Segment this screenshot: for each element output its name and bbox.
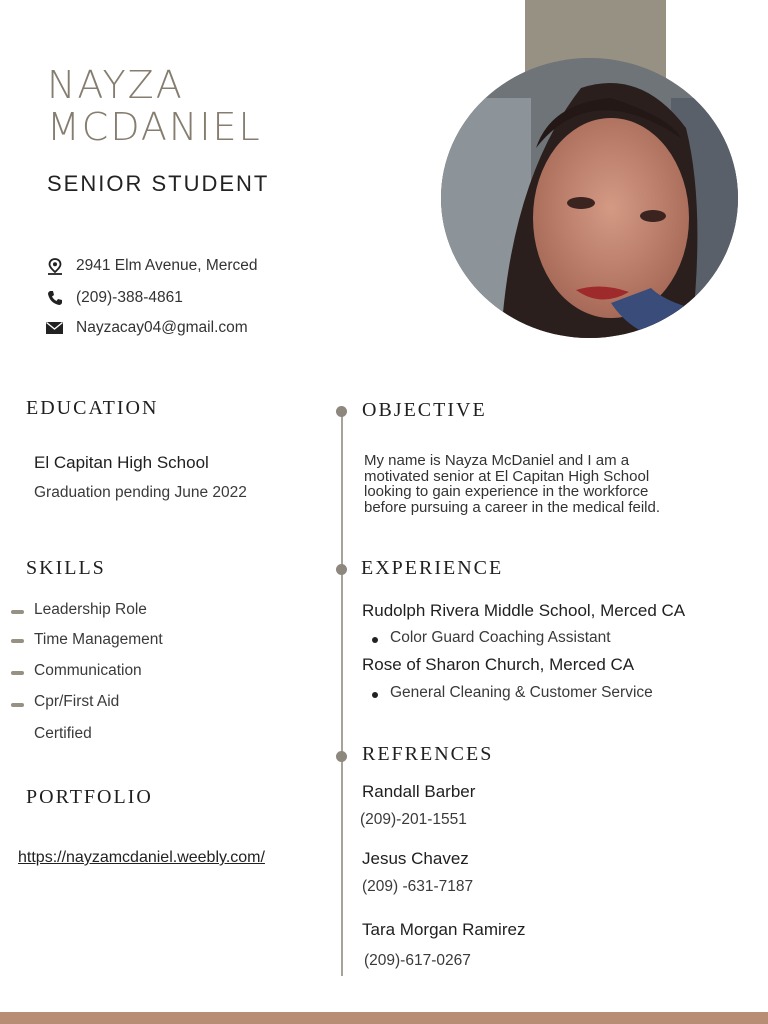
phone-icon bbox=[46, 290, 63, 307]
skill-item: Leadership Role bbox=[34, 601, 147, 618]
envelope-icon bbox=[46, 320, 63, 337]
person-role: SENIOR STUDENT bbox=[47, 171, 270, 196]
person-name bbox=[47, 64, 262, 148]
skill-bullet bbox=[11, 703, 24, 707]
experience-role: Color Guard Coaching Assistant bbox=[390, 629, 611, 646]
skill-item: Cpr/First Aid bbox=[34, 693, 120, 710]
portfolio-link[interactable]: https://nayzamcdaniel.weebly.com/ bbox=[18, 849, 265, 866]
objective-text bbox=[364, 453, 754, 515]
skills-heading: SKILLS bbox=[26, 557, 106, 579]
reference-phone: (209) -631-7187 bbox=[362, 878, 474, 895]
objective-line: looking to gain experience in the workforce bbox=[364, 483, 649, 501]
address-text: 2941 Elm Avenue, Merced bbox=[76, 257, 258, 274]
experience-bullet bbox=[372, 637, 378, 643]
phone-text: (209)-388-4861 bbox=[76, 289, 183, 306]
contact-email bbox=[46, 317, 248, 339]
skill-bullet bbox=[11, 639, 24, 643]
objective-line: before pursuing a career in the medical feild. bbox=[364, 498, 661, 516]
contact-address bbox=[46, 255, 258, 277]
timeline-dot-references bbox=[336, 751, 347, 762]
bottom-accent-bar bbox=[0, 1012, 768, 1024]
education-detail: Graduation pending June 2022 bbox=[34, 484, 247, 501]
education-heading: EDUCATION bbox=[26, 397, 159, 419]
skill-bullet bbox=[11, 610, 24, 614]
experience-heading: EXPERIENCE bbox=[361, 557, 504, 579]
portfolio-heading: PORTFOLIO bbox=[26, 786, 153, 808]
reference-name: Jesus Chavez bbox=[362, 849, 469, 868]
experience-bullet bbox=[372, 692, 378, 698]
profile-photo bbox=[441, 58, 738, 338]
email-text: Nayzacay04@gmail.com bbox=[76, 319, 248, 336]
skill-item: Communication bbox=[34, 662, 142, 679]
reference-phone: (209)-617-0267 bbox=[364, 952, 471, 969]
timeline-line bbox=[341, 410, 343, 976]
experience-place: Rudolph Rivera Middle School, Merced CA bbox=[362, 601, 686, 620]
timeline-dot-experience bbox=[336, 564, 347, 575]
skill-bullet bbox=[11, 671, 24, 675]
first-name: NAYZA bbox=[47, 63, 184, 107]
reference-phone: (209)-201-1551 bbox=[360, 811, 467, 828]
objective-heading: OBJECTIVE bbox=[362, 399, 487, 421]
location-pin-icon bbox=[46, 258, 63, 275]
timeline-dot-objective bbox=[336, 406, 347, 417]
skill-item-continuation: Certified bbox=[34, 725, 92, 742]
reference-name: Tara Morgan Ramirez bbox=[362, 920, 526, 939]
references-heading: REFRENCES bbox=[362, 743, 494, 765]
contact-phone bbox=[46, 287, 183, 309]
reference-name: Randall Barber bbox=[362, 782, 476, 801]
skill-item: Time Management bbox=[34, 631, 163, 648]
objective-line: motivated senior at El Capitan High School bbox=[364, 467, 650, 485]
education-school: El Capitan High School bbox=[34, 453, 209, 472]
last-name: MCDANIEL bbox=[47, 105, 262, 149]
experience-place: Rose of Sharon Church, Merced CA bbox=[362, 655, 635, 674]
objective-line: My name is Nayza McDaniel and I am a bbox=[364, 452, 630, 469]
experience-role: General Cleaning & Customer Service bbox=[390, 684, 653, 701]
